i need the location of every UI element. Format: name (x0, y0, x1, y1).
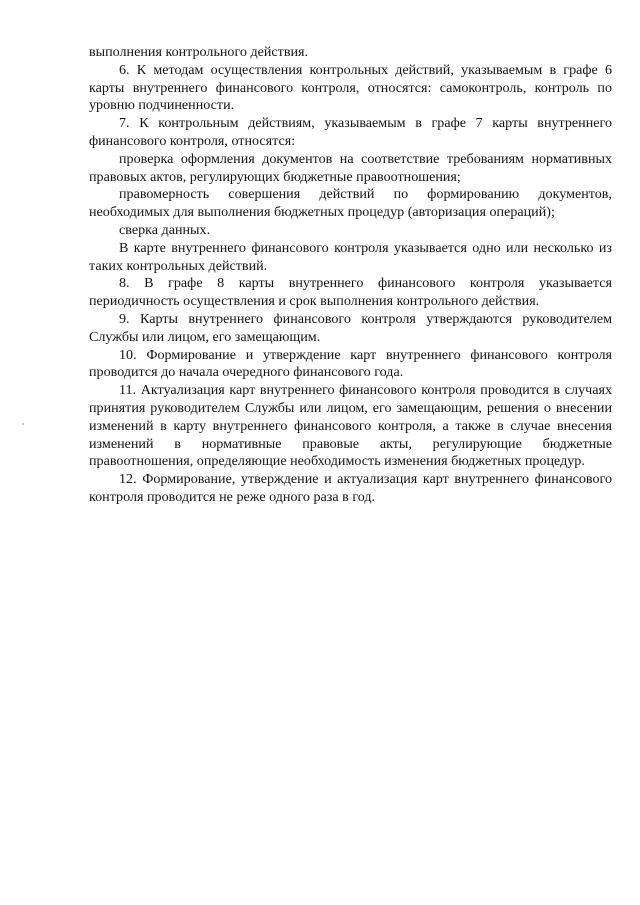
paragraph-legality-actions: правомерность совершения действий по формированию документов, необходимых для выполнения бюджетных процедур (авторизация операций); (89, 186, 612, 221)
paragraph-item-7: 7. К контрольным действиям, указываемым в графе 7 карты внутреннего финансового контроля, относятся: (89, 115, 612, 149)
paragraph-item-11: 11. Актуализация карт внутреннего финансового контроля проводится в случаях принятия руководителем Службы или лицом, его замещающим, решения о внесении изменений в карту внутреннего финансового контроля, а также в случае внесения изменений в нормативные правовые акты, регулирующие бюджетные правоотношения, определяющие необходимость изменения бюджетных процедур. (89, 382, 612, 470)
paragraph-item-9: 9. Карты внутреннего финансового контроля утверждаются руководителем Службы или лицом, его замещающим. (89, 310, 612, 345)
paragraph-check-documents: проверка оформления документов на соответствие требованиям нормативных правовых актов, регулирующих бюджетные правоотношения; (89, 150, 612, 185)
paragraph-item-10: 10. Формирование и утверждение карт внутреннего финансового контроля проводится до начала очередного финансового года. (89, 346, 612, 381)
paragraph-continuation: выполнения контрольного действия. (89, 44, 309, 60)
document-body (89, 44, 612, 507)
paragraph-control-card-note: В карте внутреннего финансового контроля указывается одно или несколько из таких контрольных действий. (89, 239, 612, 274)
paragraph-item-8: 8. В графе 8 карты внутреннего финансового контроля указывается периодичность осуществления и срок выполнения контрольного действия. (89, 275, 612, 310)
scan-speck (22, 423, 24, 425)
paragraph-item-6: 6. К методам осуществления контрольных действий, указываемым в графе 6 карты внутреннего финансового контроля, относятся: самоконтроль, контроль по уровню подчиненности. (89, 61, 612, 114)
paragraph-item-12: 12. Формирование, утверждение и актуализация карт внутреннего финансового контроля проводится не реже одного раза в год. (89, 471, 612, 505)
paragraph-data-reconciliation: сверка данных. (119, 221, 211, 238)
